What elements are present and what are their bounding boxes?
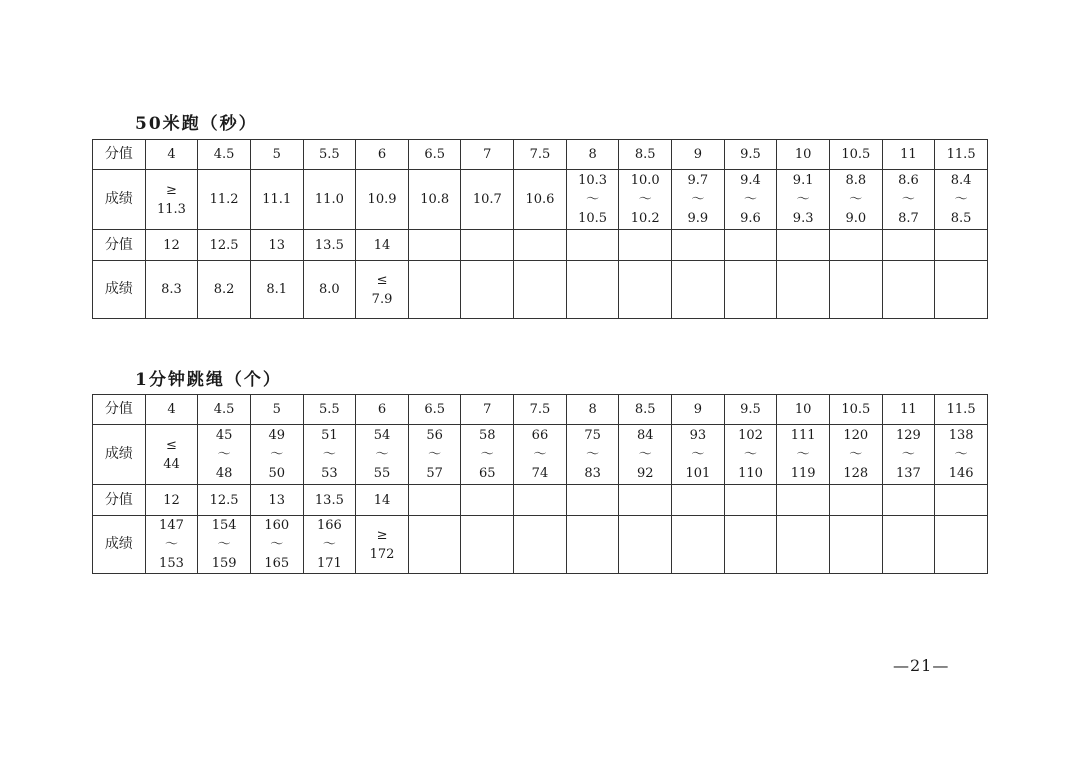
run-result-cell <box>882 261 935 319</box>
rope-result-line: ～ <box>164 537 178 552</box>
rope-score-cell <box>408 485 461 516</box>
rope-result-line: 172 <box>369 546 395 562</box>
rope-result-cell <box>829 425 882 485</box>
rope-result-cell <box>250 425 303 485</box>
rope-score-cell: 13.5 <box>303 485 356 516</box>
rope-result-line: ～ <box>322 447 336 462</box>
run-result-line: 8.3 <box>161 282 182 297</box>
run-result-line: 11.2 <box>209 192 239 207</box>
run-result-line: 9.7 <box>687 173 709 188</box>
run-result-line: 8.7 <box>898 211 919 226</box>
rope-score-cell: 9.5 <box>724 395 777 425</box>
run-result-line: ～ <box>796 192 810 207</box>
rope-result-line: 66 <box>531 428 549 443</box>
rope-result-line: ～ <box>901 447 915 462</box>
rope-score-cell: 8 <box>566 395 619 425</box>
run-result-line: 10.8 <box>420 192 450 207</box>
rope-result-line: 57 <box>426 466 443 481</box>
run-score-cell: 12 <box>145 230 198 261</box>
run-score-cell: 12.5 <box>198 230 251 261</box>
rope-score-cell: 12.5 <box>198 485 251 516</box>
rope-score-cell: 10.5 <box>829 395 882 425</box>
rope-score-cell: 5.5 <box>303 395 356 425</box>
run-result-line: 8.6 <box>898 173 919 188</box>
run-result-row-2 <box>93 261 988 319</box>
run-score-cell <box>461 230 514 261</box>
run-result-row-1 <box>93 170 988 230</box>
run-score-cell: 9 <box>672 140 725 170</box>
rope-result-line: 165 <box>264 556 290 571</box>
rope-result-line: 146 <box>948 466 974 481</box>
run-score-cell: 11.5 <box>935 140 988 170</box>
rope-score-cell: 9 <box>672 395 725 425</box>
rope-score-cell: 12 <box>145 485 198 516</box>
rope-result-cell <box>724 425 777 485</box>
run-result-line: 8.1 <box>266 282 288 297</box>
rope-result-cell <box>777 516 830 574</box>
rope-score-cell <box>461 485 514 516</box>
rope-result-label-2: 成绩 <box>93 516 146 574</box>
rope-result-line: 137 <box>896 466 921 481</box>
run-result-cell <box>724 261 777 319</box>
run-result-line: 9.0 <box>845 211 867 226</box>
run-result-cell <box>882 170 935 230</box>
rope-result-line: 154 <box>211 518 237 533</box>
run-result-line: ～ <box>954 192 968 207</box>
rope-result-line: ～ <box>480 447 494 462</box>
run-score-cell: 14 <box>356 230 409 261</box>
run-result-cell <box>145 170 198 230</box>
rope-result-line: 166 <box>316 518 342 533</box>
rope-result-line: 44 <box>163 456 180 472</box>
rope-result-line: 50 <box>268 466 286 481</box>
run-score-cell <box>829 230 882 261</box>
rope-result-line: ～ <box>217 447 231 462</box>
run-result-line: ～ <box>849 192 863 207</box>
rope-result-cell <box>566 516 619 574</box>
run-result-cell <box>724 170 777 230</box>
rope-result-cell <box>461 516 514 574</box>
rope-result-line: 48 <box>215 466 233 481</box>
rope-score-cell <box>777 485 830 516</box>
rope-result-line: 138 <box>948 428 974 443</box>
rope-result-line: 56 <box>426 428 443 443</box>
run-score-label: 分值 <box>93 140 146 170</box>
run-score-cell: 8 <box>566 140 619 170</box>
run-result-cell <box>303 261 356 319</box>
rope-result-line: 51 <box>321 428 338 443</box>
run-result-line: 10.7 <box>472 192 502 207</box>
run-score-cell: 4.5 <box>198 140 251 170</box>
run-result-line: ～ <box>691 192 705 207</box>
rope-result-line: 159 <box>211 556 237 571</box>
run-score-cell: 9.5 <box>724 140 777 170</box>
rope-score-cell <box>514 485 567 516</box>
run-result-line: 8.4 <box>950 173 972 188</box>
rope-result-cell <box>514 425 567 485</box>
run-score-cell <box>724 230 777 261</box>
rope-result-cell <box>566 425 619 485</box>
run-result-cell <box>566 261 619 319</box>
rope-result-line: 93 <box>689 428 707 443</box>
rope-result-line: ～ <box>322 537 336 552</box>
run-score-cell <box>882 230 935 261</box>
rope-result-cell <box>145 425 198 485</box>
rope-result-cell <box>724 516 777 574</box>
run-result-cell <box>619 261 672 319</box>
run-score-cell: 6.5 <box>408 140 461 170</box>
rope-result-line: 65 <box>479 466 496 481</box>
rope-result-line: 55 <box>373 466 391 481</box>
rope-result-line: 83 <box>584 466 601 481</box>
rope-result-line: 54 <box>373 428 391 443</box>
rope-result-line: ～ <box>533 447 547 462</box>
rope-result-line: 53 <box>321 466 338 481</box>
rope-result-line: ～ <box>638 447 652 462</box>
run-result-line: ≤ <box>376 272 388 288</box>
run-result-cell <box>356 261 409 319</box>
rope-score-table <box>92 394 988 574</box>
run-result-cell <box>777 170 830 230</box>
rope-score-cell: 11.5 <box>935 395 988 425</box>
run-result-cell <box>935 261 988 319</box>
run-score-row-2 <box>93 230 988 261</box>
rope-score-cell: 4 <box>145 395 198 425</box>
rope-score-cell: 7.5 <box>514 395 567 425</box>
run-result-cell <box>514 261 567 319</box>
run-result-line: ～ <box>744 192 758 207</box>
rope-score-cell: 5 <box>250 395 303 425</box>
rope-result-cell <box>408 425 461 485</box>
run-result-line: 8.8 <box>845 173 867 188</box>
rope-score-cell: 6.5 <box>408 395 461 425</box>
rope-result-cell <box>250 516 303 574</box>
rope-score-cell: 8.5 <box>619 395 672 425</box>
run-score-cell: 7 <box>461 140 514 170</box>
rope-score-cell <box>566 485 619 516</box>
rope-result-line: ～ <box>849 447 863 462</box>
run-result-line: 9.6 <box>740 211 761 226</box>
rope-score-row-2 <box>93 485 988 516</box>
rope-score-cell: 13 <box>250 485 303 516</box>
rope-result-line: ～ <box>691 447 705 462</box>
run-score-cell: 8.5 <box>619 140 672 170</box>
run-result-cell <box>777 261 830 319</box>
rope-result-cell <box>619 516 672 574</box>
rope-result-line: ～ <box>217 537 231 552</box>
rope-score-cell: 11 <box>882 395 935 425</box>
run-score-cell: 4 <box>145 140 198 170</box>
run-result-cell <box>198 261 251 319</box>
rope-score-cell: 6 <box>356 395 409 425</box>
rope-result-cell <box>356 425 409 485</box>
run-result-label: 成绩 <box>93 170 146 230</box>
rope-result-line: 92 <box>636 466 654 481</box>
rope-result-line: ～ <box>270 537 284 552</box>
rope-result-line: ～ <box>796 447 810 462</box>
rope-result-cell <box>303 516 356 574</box>
run-score-cell: 10 <box>777 140 830 170</box>
rope-result-line: 129 <box>896 428 921 443</box>
run-result-line: ～ <box>901 192 915 207</box>
run-score-cell: 11 <box>882 140 935 170</box>
run-result-cell <box>250 261 303 319</box>
run-result-line: ～ <box>638 192 652 207</box>
run-result-line: 9.3 <box>792 211 814 226</box>
rope-result-line: ～ <box>954 447 968 462</box>
run-result-cell <box>461 261 514 319</box>
run-result-line: 10.0 <box>630 173 660 188</box>
rope-result-cell <box>829 516 882 574</box>
run-result-cell <box>829 261 882 319</box>
run-result-line: 9.1 <box>792 173 814 188</box>
rope-score-label-2: 分值 <box>93 485 146 516</box>
rope-result-line: 102 <box>738 428 763 443</box>
rope-score-cell <box>724 485 777 516</box>
rope-result-cell <box>408 516 461 574</box>
run-result-line: 11.1 <box>262 192 292 207</box>
run-result-line: 10.3 <box>578 173 608 188</box>
rope-result-cell <box>882 425 935 485</box>
rope-result-line: 111 <box>790 428 816 443</box>
rope-result-line: ～ <box>428 447 442 462</box>
run-score-cell: 5 <box>250 140 303 170</box>
rope-result-line: 171 <box>316 556 342 571</box>
rope-result-line: 153 <box>159 556 184 571</box>
rope-result-row-2 <box>93 516 988 574</box>
run-score-cell <box>514 230 567 261</box>
rope-result-cell <box>198 425 251 485</box>
run-result-cell <box>935 170 988 230</box>
run-result-line: ≥ <box>166 182 177 198</box>
run-result-line: ～ <box>586 192 600 207</box>
run-result-cell <box>619 170 672 230</box>
run-score-cell <box>777 230 830 261</box>
rope-score-cell: 14 <box>356 485 409 516</box>
run-result-line: 9.9 <box>687 211 709 226</box>
run-section-title: 50米跑（秒） <box>135 114 258 134</box>
run-score-label-2: 分值 <box>93 230 146 261</box>
run-result-cell <box>514 170 567 230</box>
run-result-line: 8.2 <box>213 282 235 297</box>
run-result-cell <box>145 261 198 319</box>
rope-score-cell: 4.5 <box>198 395 251 425</box>
rope-result-cell <box>672 425 725 485</box>
run-result-line: 10.6 <box>525 192 555 207</box>
rope-result-line: 120 <box>843 428 869 443</box>
rope-result-cell <box>935 516 988 574</box>
run-result-label-2: 成绩 <box>93 261 146 319</box>
run-result-line: 11.3 <box>156 201 186 217</box>
run-score-cell <box>935 230 988 261</box>
rope-result-line: ～ <box>270 447 284 462</box>
rope-result-line: 84 <box>636 428 654 443</box>
run-score-cell: 13 <box>250 230 303 261</box>
rope-result-line: 45 <box>215 428 233 443</box>
rope-result-cell <box>619 425 672 485</box>
run-score-cell <box>566 230 619 261</box>
run-result-cell <box>303 170 356 230</box>
run-score-table <box>92 139 988 319</box>
rope-score-cell <box>829 485 882 516</box>
rope-result-cell <box>514 516 567 574</box>
page-number: —21— <box>893 656 950 675</box>
run-result-cell <box>356 170 409 230</box>
rope-result-line: 58 <box>479 428 496 443</box>
rope-score-cell: 7 <box>461 395 514 425</box>
run-result-cell <box>198 170 251 230</box>
rope-result-cell <box>672 516 725 574</box>
run-result-line: 10.2 <box>630 211 660 226</box>
run-result-cell <box>672 170 725 230</box>
rope-result-line: 160 <box>264 518 290 533</box>
run-score-cell: 7.5 <box>514 140 567 170</box>
run-result-line: 9.4 <box>740 173 761 188</box>
run-score-cell: 6 <box>356 140 409 170</box>
run-score-cell <box>619 230 672 261</box>
rope-score-cell <box>672 485 725 516</box>
rope-result-cell <box>882 516 935 574</box>
rope-score-cell <box>935 485 988 516</box>
rope-result-cell <box>356 516 409 574</box>
rope-result-line: 75 <box>584 428 601 443</box>
run-score-cell: 10.5 <box>829 140 882 170</box>
rope-result-line: 110 <box>738 466 763 481</box>
rope-result-line: 101 <box>685 466 711 481</box>
run-score-cell <box>408 230 461 261</box>
run-result-line: 10.5 <box>578 211 608 226</box>
rope-result-cell <box>777 425 830 485</box>
rope-result-line: 49 <box>268 428 286 443</box>
rope-result-line: 147 <box>159 518 184 533</box>
run-score-row-1 <box>93 140 988 170</box>
run-result-cell <box>408 261 461 319</box>
run-result-cell <box>408 170 461 230</box>
run-score-cell: 5.5 <box>303 140 356 170</box>
rope-result-line: ～ <box>375 447 389 462</box>
run-result-line: 11.0 <box>314 192 344 207</box>
run-result-cell <box>566 170 619 230</box>
rope-result-cell <box>303 425 356 485</box>
rope-score-cell <box>619 485 672 516</box>
run-result-cell <box>829 170 882 230</box>
run-result-line: 10.9 <box>367 192 397 207</box>
rope-result-line: ≤ <box>166 437 177 453</box>
rope-result-label: 成绩 <box>93 425 146 485</box>
rope-result-cell <box>145 516 198 574</box>
rope-score-row-1 <box>93 395 988 425</box>
rope-result-line: ～ <box>586 447 600 462</box>
run-result-line: 8.0 <box>319 282 340 297</box>
rope-score-cell <box>882 485 935 516</box>
rope-result-cell <box>461 425 514 485</box>
rope-score-label: 分值 <box>93 395 146 425</box>
rope-result-row-1 <box>93 425 988 485</box>
rope-result-cell <box>935 425 988 485</box>
run-score-cell <box>672 230 725 261</box>
run-result-cell <box>250 170 303 230</box>
run-result-cell <box>461 170 514 230</box>
run-result-cell <box>672 261 725 319</box>
run-result-line: 8.5 <box>950 211 972 226</box>
rope-result-line: ≥ <box>376 527 388 543</box>
rope-result-line: 119 <box>790 466 816 481</box>
rope-score-cell: 10 <box>777 395 830 425</box>
rope-section-title: 1分钟跳绳（个） <box>135 370 282 390</box>
run-score-cell: 13.5 <box>303 230 356 261</box>
rope-result-line: ～ <box>744 447 758 462</box>
run-result-line: 7.9 <box>371 291 393 307</box>
rope-result-line: 74 <box>531 466 549 481</box>
rope-result-line: 128 <box>843 466 869 481</box>
rope-result-cell <box>198 516 251 574</box>
